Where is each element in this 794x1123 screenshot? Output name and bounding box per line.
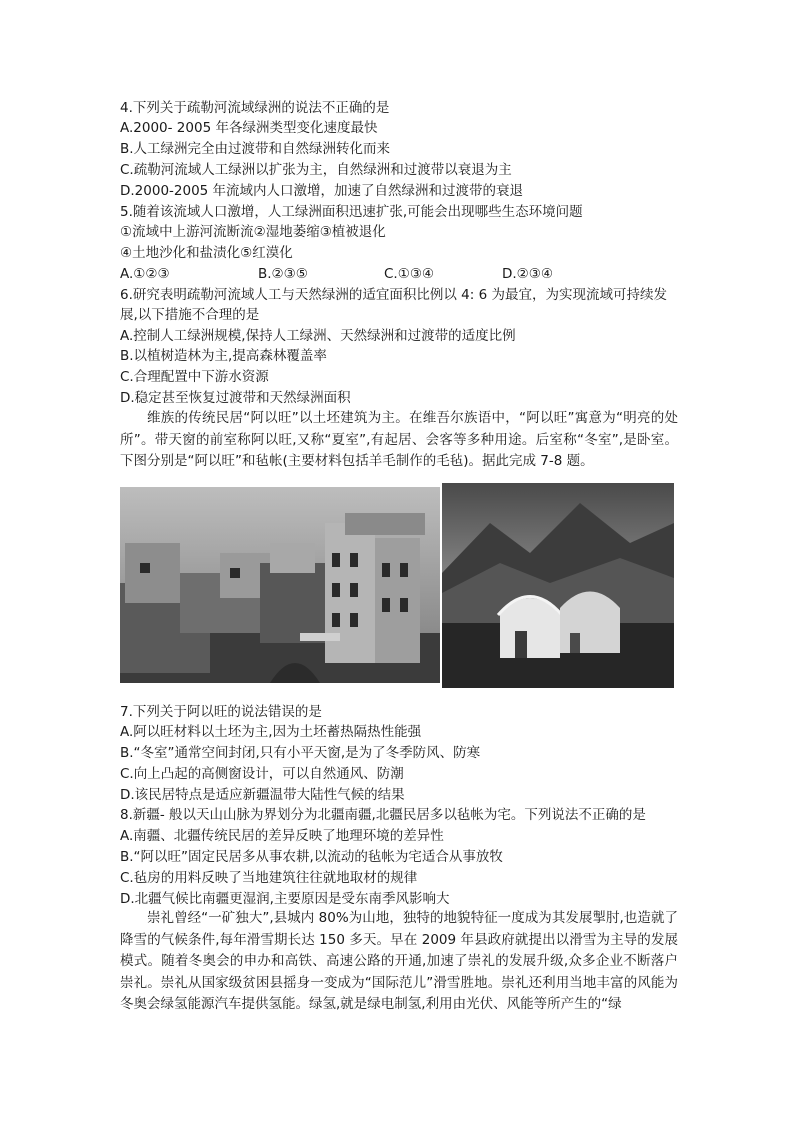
q4-option-c: C.疏勒河流域人工绿洲以扩张为主，自然绿洲和过渡带以衰退为主 bbox=[120, 162, 512, 178]
q4-option-a: A.2000- 2005 年各绿洲类型变化速度最快 bbox=[120, 120, 378, 136]
q7-option-c: C.向上凸起的高侧窗设计，可以自然通风、防潮 bbox=[120, 766, 404, 782]
q5-option-c: C.①③④ bbox=[384, 266, 435, 282]
ayiwang-photo bbox=[120, 487, 440, 683]
q5-stem: 5.随着该流域人口激增，人工绿洲面积迅速扩张,可能会出现哪些生态环境问题 bbox=[120, 204, 583, 220]
photo-pair bbox=[120, 483, 674, 688]
passage-chongli: 崇礼曾经“一矿独大”,县城内 80%为山地，独特的地貌特征一度成为其发展掣肘,也造就了降雪的气候条件,每年滑雪期长达 150 多天。早在 2009 年县政府就提出以滑雪为主导的发展模式。随着冬奥会的申办和高铁、高速公路的开通,加速了崇礼的发展升级,众多企业不断落户崇礼。崇礼从国家级贫困县摇身一变成为“国际范儿”滑雪胜地。崇礼还利用当地丰富的风能为冬奥会绿氢能源汽车提供氢能。绿氢,就是绿电制氢,利用由光伏、风能等所产生的“绿 bbox=[120, 910, 678, 1012]
yurt-photo bbox=[442, 483, 674, 688]
q5-items-line2: ④土地沙化和盐渍化⑤红漠化 bbox=[120, 245, 293, 261]
q5-options bbox=[120, 265, 680, 284]
q8-option-c: C.毡房的用料反映了当地建筑往往就地取材的规律 bbox=[120, 870, 418, 886]
q6-option-a: A.控制人工绿洲规模,保持人工绿洲、天然绿洲和过渡带的适度比例 bbox=[120, 328, 516, 344]
passage-ayiwang: 维族的传统民居“阿以旺”以土坯建筑为主。在维吾尔族语中，“阿以旺”寓意为“明亮的处所”。带天窗的前室称阿以旺,又称“夏室”,有起居、会客等多种用途。后室称“冬室”,是卧室。下图分别是“阿以旺”和毡帐(主要材料包括羊毛制作的毛毡)。据此完成 7-8 题。 bbox=[120, 410, 678, 469]
q7-stem: 7.下列关于阿以旺的说法错误的是 bbox=[120, 704, 322, 720]
q4-option-d: D.2000-2005 年流域内人口激增，加速了自然绿洲和过渡带的衰退 bbox=[120, 183, 524, 199]
q7-option-d: D.该民居特点是适应新疆温带大陆性气候的结果 bbox=[120, 787, 405, 803]
q6-option-d: D.稳定甚至恢复过渡带和天然绿洲面积 bbox=[120, 390, 351, 406]
q8-option-a: A.南疆、北疆传统民居的差异反映了地理环境的差异性 bbox=[120, 828, 444, 844]
q7-option-a: A.阿以旺材料以土坯为主,因为土坯蓄热隔热性能强 bbox=[120, 724, 422, 740]
q8-option-b: B.“阿以旺”固定民居多从事农耕,以流动的毡帐为宅适合从事放牧 bbox=[120, 849, 503, 865]
q5-option-d: D.②③④ bbox=[502, 266, 553, 282]
q4-stem: 4.下列关于疏勒河流域绿洲的说法不正确的是 bbox=[120, 100, 390, 116]
q8-option-d: D.北疆气候比南疆更湿润,主要原因是受东南季风影响大 bbox=[120, 891, 450, 907]
q6-stem-line1: 6.研究表明疏勒河流域人工与天然绿洲的适宜面积比例以 4: 6 为最宜，为实现流域可持续发 bbox=[120, 287, 667, 303]
q5-option-b: B.②③⑤ bbox=[258, 266, 308, 282]
q6-option-b: B.以植树造林为主,提高森林覆盖率 bbox=[120, 348, 327, 364]
q8-stem: 8.新疆- 般以天山山脉为界划分为北疆南疆,北疆民居多以毡帐为宅。下列说法不正确的是 bbox=[120, 807, 646, 823]
q5-items-line1: ①流域中上游河流断流②湿地萎缩③植被退化 bbox=[120, 224, 386, 240]
q4-option-b: B.人工绿洲完全由过渡带和自然绿洲转化而来 bbox=[120, 141, 391, 157]
figure-ayiwang-and-yurt bbox=[120, 483, 674, 688]
q7-option-b: B.“冬室”通常空间封闭,只有小平天窗,是为了冬季防风、防寒 bbox=[120, 745, 481, 761]
q6-stem-line2: 展,以下措施不合理的是 bbox=[120, 307, 260, 323]
q6-option-c: C.合理配置中下游水资源 bbox=[120, 369, 269, 385]
q5-option-a: A.①②③ bbox=[120, 266, 170, 282]
